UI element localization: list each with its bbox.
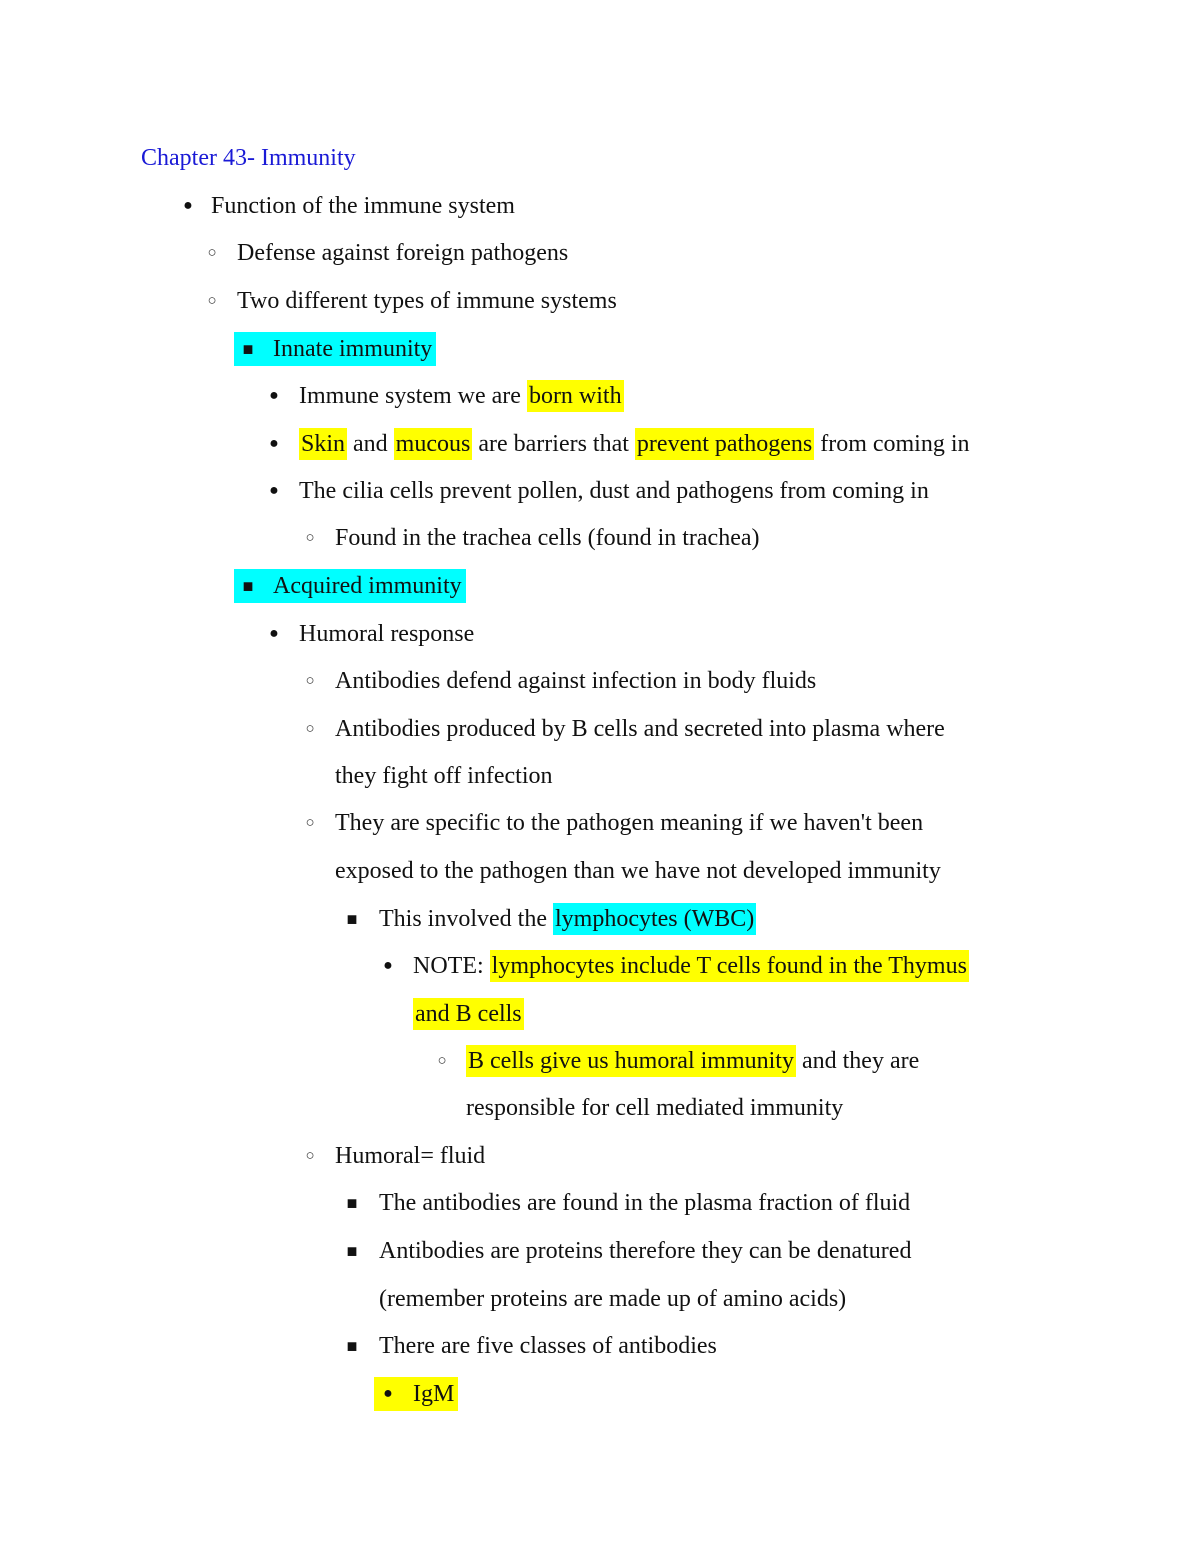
highlighted-text: lymphocytes include T cells found in the Thymus [490,950,969,982]
text-segment: This involved the [379,906,553,932]
item-text [237,236,568,270]
item-text [335,854,941,888]
outline-item [0,1282,1200,1316]
square-bullet-icon: ■ [242,339,254,359]
item-text [299,474,929,508]
outline-item [0,1186,1200,1220]
item-text [273,569,462,603]
disc-bullet-icon: ● [269,625,279,642]
outline-item [0,712,1200,746]
outline-item [0,1377,1200,1411]
outline-item [0,1139,1200,1173]
circle-bullet-icon: ○ [305,530,315,546]
disc-bullet-icon: ● [269,387,279,404]
circle-bullet-icon: ○ [207,245,217,261]
item-text [273,332,432,366]
text-segment: Humoral= fluid [335,1143,486,1169]
outline-item [0,1044,1200,1078]
circle-bullet-icon: ○ [305,815,315,831]
circle-bullet-icon: ○ [305,673,315,689]
item-text [379,1282,846,1316]
outline-item [0,284,1200,318]
item-text [299,427,970,461]
highlighted-text: prevent pathogens [635,428,814,460]
square-bullet-icon: ■ [346,909,358,929]
text-segment: Two different types of immune systems [237,288,617,314]
text-segment: responsible for cell mediated immunity [466,1095,844,1121]
disc-bullet-icon: ● [383,957,393,974]
outline-item [0,949,1200,983]
outline-item [0,332,1200,366]
outline-item [0,759,1200,793]
outline-item [0,569,1200,603]
text-segment: and [347,431,394,457]
outline-item [0,902,1200,936]
text-segment: Antibodies are proteins therefore they can be denatured [379,1238,912,1264]
outline-item [0,854,1200,888]
item-text [299,379,624,413]
text-segment: There are five classes of antibodies [379,1333,717,1359]
circle-bullet-icon: ○ [305,1148,315,1164]
text-segment: are barriers that [472,431,635,457]
text-segment: Found in the trachea cells (found in trachea) [335,525,760,551]
item-text [211,189,515,223]
circle-bullet-icon: ○ [305,721,315,737]
outline-item [0,997,1200,1031]
outline-item [0,1234,1200,1268]
circle-bullet-icon: ○ [207,293,217,309]
highlighted-text: Skin [299,428,347,460]
highlighted-text: born with [527,380,624,412]
outline-item [0,236,1200,270]
item-text [466,1044,919,1078]
item-text [413,949,969,983]
outline-item [0,806,1200,840]
outline-item [0,521,1200,555]
text-segment: Antibodies produced by B cells and secreted into plasma where [335,716,945,742]
outline-item [0,617,1200,651]
outline-item [0,474,1200,508]
disc-bullet-icon: ● [183,197,193,214]
text-segment: Innate immunity [273,336,433,362]
text-segment: from coming in [814,431,970,457]
outline-item [0,189,1200,223]
outline-item [0,379,1200,413]
item-text [379,1329,717,1363]
disc-bullet-icon: ● [269,482,279,499]
item-text [335,806,923,840]
item-text [335,521,760,555]
outline-item [0,427,1200,461]
text-segment: NOTE: [413,953,490,979]
highlighted-text: lymphocytes (WBC) [553,903,756,935]
outline-item [0,664,1200,698]
text-segment: (remember proteins are made up of amino acids) [379,1286,847,1312]
item-text [335,759,553,793]
text-segment: Function of the immune system [211,193,515,219]
item-text [299,617,474,651]
square-bullet-icon: ■ [242,576,254,596]
text-segment: They are specific to the pathogen meaning if we haven't been [335,810,924,836]
highlighted-text: mucous [394,428,473,460]
square-bullet-icon: ■ [346,1336,358,1356]
disc-bullet-icon: ● [383,1385,393,1402]
text-segment: The cilia cells prevent pollen, dust and pathogens from coming in [299,478,929,504]
item-text [379,1186,910,1220]
text-segment: Immune system we are [299,383,527,409]
text-segment: The antibodies are found in the plasma fraction of fluid [379,1190,911,1216]
item-text [379,1234,911,1268]
text-segment: IgM [413,1381,455,1407]
item-text [413,997,524,1031]
item-text [237,284,617,318]
document-title: Chapter 43- Immunity [141,145,356,171]
item-text [379,902,756,936]
outline-item [0,1091,1200,1125]
outline-item [0,1329,1200,1363]
item-text [466,1091,843,1125]
highlighted-text: and B cells [413,998,524,1030]
highlighted-text: B cells give us humoral immunity [466,1045,796,1077]
disc-bullet-icon: ● [269,435,279,452]
square-bullet-icon: ■ [346,1193,358,1213]
text-segment: Acquired immunity [273,573,462,599]
text-segment: Antibodies defend against infection in body fluids [335,668,817,694]
item-text [335,664,816,698]
item-text [413,1377,454,1411]
square-bullet-icon: ■ [346,1241,358,1261]
text-segment: Defense against foreign pathogens [237,240,569,266]
text-segment: exposed to the pathogen than we have not developed immunity [335,858,941,884]
text-segment: Humoral response [299,621,475,647]
text-segment: and they are [795,1048,920,1074]
text-segment: they fight off infection [335,763,553,789]
item-text [335,712,945,746]
item-text [335,1139,485,1173]
circle-bullet-icon: ○ [437,1053,447,1069]
